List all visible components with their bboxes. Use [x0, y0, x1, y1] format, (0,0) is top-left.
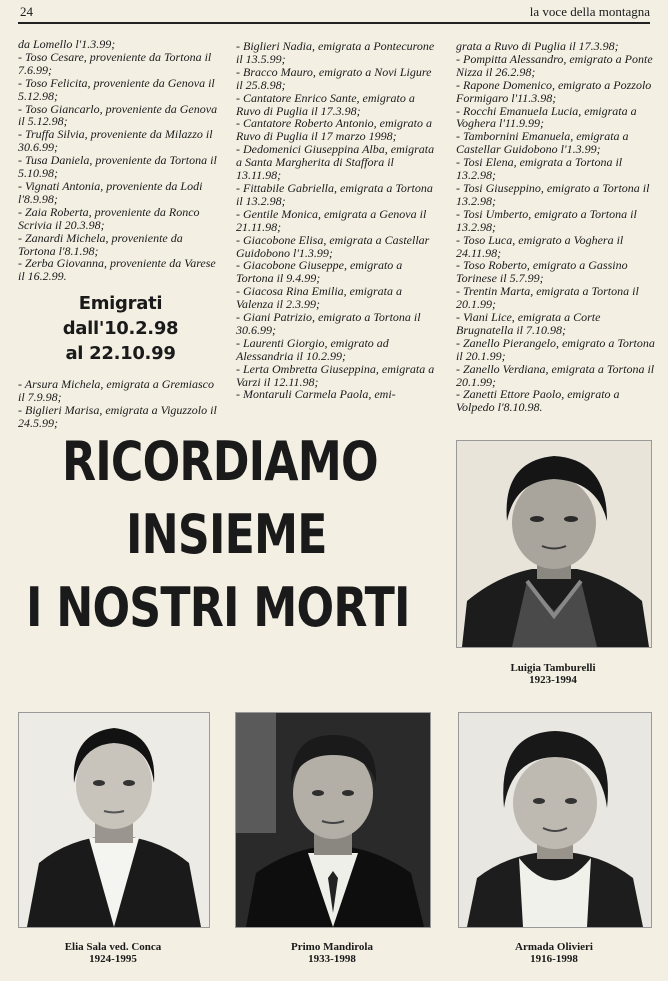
- list-item: - Biglieri Marisa, emigrata a Viguzzolo il 24.5.99;: [18, 403, 217, 430]
- publication-title: la voce della montagna: [529, 4, 650, 19]
- list-item: - Lerta Ombretta Giuseppina, emigrata a Varzi il 12.11.98;: [236, 361, 435, 389]
- headline-line-2: INSIEME: [126, 503, 327, 566]
- list-item: grata a Ruvo di Puglia il 17.3.98;: [456, 39, 619, 53]
- section-heading: [18, 291, 223, 366]
- list-item: - Giacosa Rina Emilia, emigrata a Valenza il 2.3.99;: [236, 284, 402, 312]
- list-item: - Zanardi Michela, proveniente da Tortona l'8.1.98;: [18, 230, 183, 258]
- list-item: - Fittabile Gabriella, emigrata a Tortona il 13.2.98;: [236, 180, 433, 208]
- portrait-photo-2: [18, 712, 210, 928]
- text-column-1: [18, 38, 223, 430]
- list-item: - Toso Luca, emigrato a Voghera il 24.11.98;: [456, 232, 624, 260]
- list-item: - Zanello Verdiana, emigrata a Tortona il 20.1.99;: [456, 361, 655, 389]
- list-item: - Bracco Mauro, emigrato a Novi Ligure il 25.8.98;: [236, 64, 432, 92]
- portrait-caption-2: [18, 941, 208, 965]
- text-column-3: [456, 40, 656, 414]
- list-item: - Zaia Roberta, proveniente da Ronco Scrivia il 20.3.98;: [18, 204, 200, 232]
- list-item: - Gentile Monica, emigrata a Genova il 21.11.98;: [236, 206, 427, 234]
- list-item: - Giacobone Giuseppe, emigrato a Tortona il 9.4.99;: [236, 258, 403, 286]
- portrait-years: 1916-1998: [530, 953, 578, 965]
- list-item: - Rocchi Emanuela Lucia, emigrata a Voghera l'11.9.99;: [456, 103, 637, 131]
- portrait-name: Elia Sala ved. Conca: [64, 941, 162, 953]
- portrait-photo-3: [235, 712, 431, 928]
- portrait-years: 1933-1998: [308, 953, 356, 965]
- text-column-2: [236, 40, 436, 401]
- list-item: da Lomello l'1.3.99;: [18, 37, 116, 51]
- list-item: - Tusa Daniela, proveniente da Tortona il 5.10.98;: [18, 153, 217, 181]
- list-item: - Rapone Domenico, emigrato a Pozzolo Formigaro l'11.3.98;: [456, 77, 652, 105]
- list-item: - Tosi Elena, emigrata a Tortona il 13.2.98;: [456, 155, 623, 183]
- list-item: - Toso Cesare, proveniente da Tortona il 7.6.99;: [18, 49, 212, 77]
- list-item: - Vignati Antonia, proveniente da Lodi l'8.9.98;: [18, 178, 203, 206]
- list-item: - Biglieri Nadia, emigrata a Pontecurone il 13.5.99;: [236, 39, 435, 66]
- list-item: - Montaruli Carmela Paola, emi-: [236, 387, 396, 402]
- portrait-name: Armada Olivieri: [515, 941, 593, 953]
- list-item: - Toso Giancarlo, proveniente da Genova il 5.12.98;: [18, 101, 218, 129]
- portrait-years: 1924-1995: [89, 953, 137, 965]
- list-item: - Trentin Marta, emigrata a Tortona il 20.1.99;: [456, 284, 639, 312]
- list-item: - Truffa Silvia, proveniente da Milazzo il 30.6.99;: [18, 127, 213, 155]
- list-item: - Viani Lice, emigrata a Corte Brugnatella il 7.10.98;: [456, 310, 601, 337]
- page-header: [18, 4, 650, 22]
- header-rule: [18, 22, 650, 24]
- list-item: - Laurenti Giorgio, emigrato ad Alessandria il 10.2.99;: [236, 335, 389, 363]
- list-item: - Tosi Giuseppino, emigrato a Tortona il 13.2.98;: [456, 180, 650, 208]
- list-item: - Toso Felicita, proveniente da Genova il 5.12.98;: [18, 75, 215, 103]
- portrait-name: Primo Mandirola: [291, 941, 373, 953]
- list-item: - Pompitta Alessandro, emigrato a Ponte Nizza il 26.2.98;: [456, 51, 653, 79]
- list-item: - Zerba Giovanna, proveniente da Varese il 16.2.99.: [18, 256, 216, 284]
- list-item: - Cantatore Enrico Sante, emigrato a Ruvo di Puglia il 17.3.98;: [236, 90, 415, 118]
- portrait-caption-3: [235, 941, 429, 965]
- list-item: - Toso Roberto, emigrato a Gassino Torinese il 5.7.99;: [456, 258, 628, 286]
- list-item: - Tambornini Emanuela, emigrata a Castellar Guidobono l'1.3.99;: [456, 129, 629, 157]
- portrait-caption-1: [456, 662, 650, 686]
- list-item: - Giani Patrizio, emigrato a Tortona il 30.6.99;: [236, 310, 421, 337]
- headline-line-1: RICORDIAMO: [62, 430, 378, 493]
- list-item: - Giacobone Elisa, emigrata a Castellar Guidobono l'1.3.99;: [236, 232, 430, 260]
- page-number: 24: [20, 4, 33, 19]
- portrait-years: 1923-1994: [529, 674, 577, 686]
- portrait-name: Luigia Tamburelli: [510, 662, 596, 674]
- list-item: - Cantatore Roberto Antonio, emigrato a Ruvo di Puglia il 17 marzo 1998;: [236, 116, 432, 144]
- list-item: - Dedomenici Giuseppina Alba, emigrata a Santa Margherita di Staffora il 13.11.98;: [236, 142, 435, 183]
- list-item: - Tosi Umberto, emigrato a Tortona il 13.2.98;: [456, 206, 637, 234]
- section-heading-line-2: al 22.10.99: [65, 343, 176, 365]
- list-item: - Arsura Michela, emigrata a Gremiasco il 7.9.98;: [18, 377, 214, 405]
- headline-line-3: I NOSTRI MORTI: [26, 576, 410, 639]
- section-heading-line-1: Emigrati dall'10.2.98: [62, 293, 179, 340]
- portrait-photo-4: [458, 712, 652, 928]
- list-item: - Zanetti Ettore Paolo, emigrato a Volpedo l'8.10.98.: [456, 387, 620, 415]
- portrait-photo-1: [456, 440, 652, 648]
- portrait-caption-4: [458, 941, 650, 965]
- list-item: - Zanello Pierangelo, emigrato a Tortona il 20.1.99;: [456, 335, 655, 363]
